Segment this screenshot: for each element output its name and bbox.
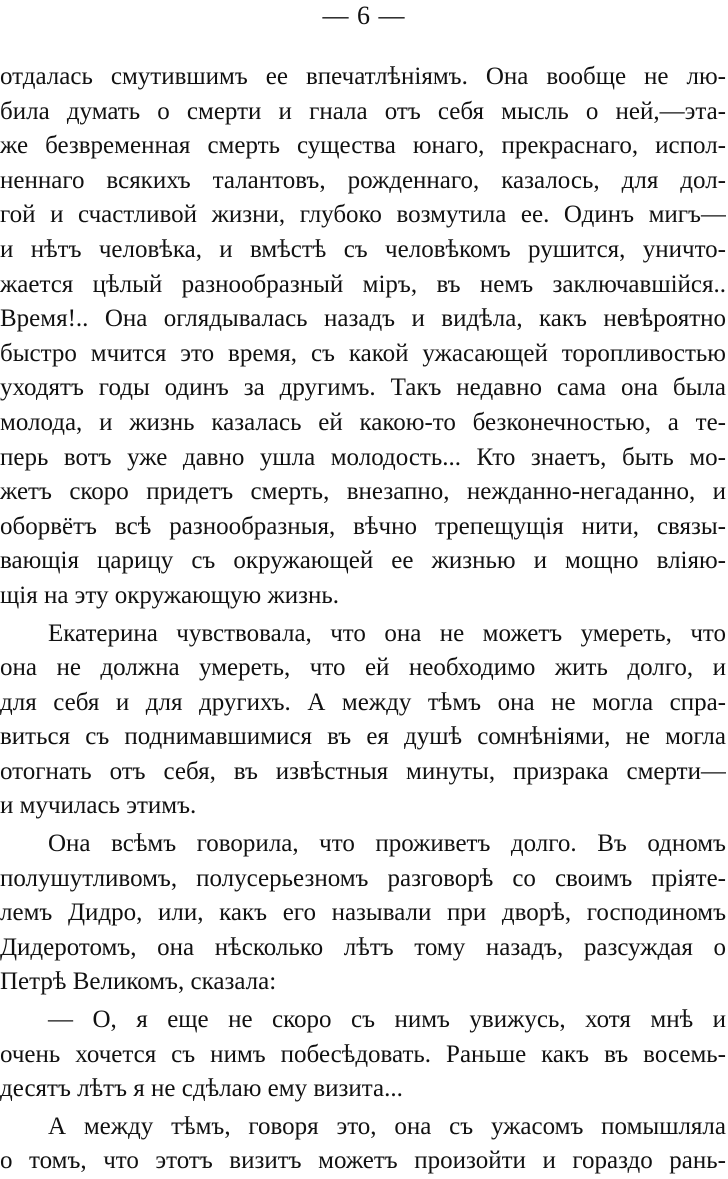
text-line: быстро мчится это время, съ какой ужасающей торопливостью bbox=[0, 339, 726, 367]
page-number: — 6 — bbox=[322, 1, 406, 30]
text-line: отогнать отъ себя, въ извѣстныя минуты, призрака смерти— bbox=[0, 757, 726, 785]
text-line: А между тѣмъ, говоря это, она съ ужасомъ помышляла bbox=[48, 1112, 726, 1140]
paragraph bbox=[0, 1110, 726, 1179]
text-line: и нѣтъ человѣка, и вмѣстѣ съ человѣкомъ рушится, уничто- bbox=[0, 235, 726, 263]
text-line: виться съ поднимавшимися въ ея душѣ сомнѣніями, не могла bbox=[0, 723, 726, 751]
text-line: жетъ скоро придетъ смерть, внезапно, нежданно-негаданно, и bbox=[0, 478, 726, 506]
text-line: отдалась смутившимъ ее впечатлѣніямъ. Она вообще не лю- bbox=[0, 63, 726, 90]
text-line: для себя и для другихъ. А между тѣмъ она не могла спра- bbox=[0, 688, 726, 716]
text-line: очень хочется съ нимъ побесѣдовать. Раньше какъ въ восемь- bbox=[0, 1040, 726, 1068]
text-line: десятъ лѣтъ я не сдѣлаю ему визита... bbox=[0, 1075, 403, 1103]
text-line: неннаго всякихъ талантовъ, рожденнаго, казалось, для дол- bbox=[0, 166, 726, 194]
text-line: лемъ Дидро, или, какъ его называли при дворѣ, господиномъ bbox=[0, 899, 726, 927]
paragraph bbox=[0, 60, 726, 614]
text-line: жается цѣлый разнообразный міръ, въ немъ заключавшійся.. bbox=[0, 270, 726, 298]
text-line: Петрѣ Великомъ, сказала: bbox=[0, 968, 277, 996]
paragraph bbox=[0, 827, 726, 1000]
paragraph bbox=[0, 617, 726, 825]
text-line: Время!.. Она оглядывалась назадъ и видѣла, какъ невѣроятно bbox=[0, 305, 726, 333]
text-line: молода, и жизнь казалась ей какою-то безконечностью, а те- bbox=[0, 408, 726, 436]
text-line: Она всѣмъ говорила, что проживетъ долго. Въ одномъ bbox=[48, 830, 726, 858]
text-line: вающія царицу съ окружающей ее жизнью и мощно вліяю- bbox=[0, 547, 726, 575]
text-line: она не должна умереть, что ей необходимо жить долго, и bbox=[0, 654, 726, 682]
body-text bbox=[0, 60, 726, 1179]
text-line: щія на эту окружающую жизнь. bbox=[0, 581, 340, 609]
text-line: — О, я еще не скоро съ нимъ увижусь, хотя мнѣ и bbox=[48, 1006, 726, 1034]
text-line: уходятъ годы одинъ за другимъ. Такъ недавно сама она была bbox=[0, 374, 726, 402]
text-line: перь вотъ уже давно ушла молодость... Кто знаетъ, быть мо- bbox=[0, 443, 726, 471]
paragraph bbox=[0, 1003, 726, 1107]
text-line: гой и счастливой жизни, глубоко возмутила ее. Одинъ мигъ— bbox=[0, 201, 726, 229]
text-line: полушутливомъ, полусерьезномъ разговорѣ со своимъ пріяте- bbox=[0, 864, 726, 892]
text-line: оборвётъ всѣ разнообразныя, вѣчно трепещущія нити, связы- bbox=[0, 512, 726, 540]
text-line: Дидеротомъ, она нѣсколько лѣтъ тому назадъ, разсуждая о bbox=[0, 933, 726, 961]
text-line: била думать о смерти и гнала отъ себя мысль о ней,—эта- bbox=[0, 97, 726, 125]
text-line: Екатерина чувствовала, что она не можетъ умереть, что bbox=[48, 619, 726, 647]
text-line: и мучилась этимъ. bbox=[0, 792, 197, 820]
text-line: же безвременная смерть существа юнаго, прекраснаго, испол- bbox=[0, 132, 726, 160]
text-line: о томъ, что этотъ визитъ можетъ произойти и гораздо рань- bbox=[0, 1147, 726, 1175]
